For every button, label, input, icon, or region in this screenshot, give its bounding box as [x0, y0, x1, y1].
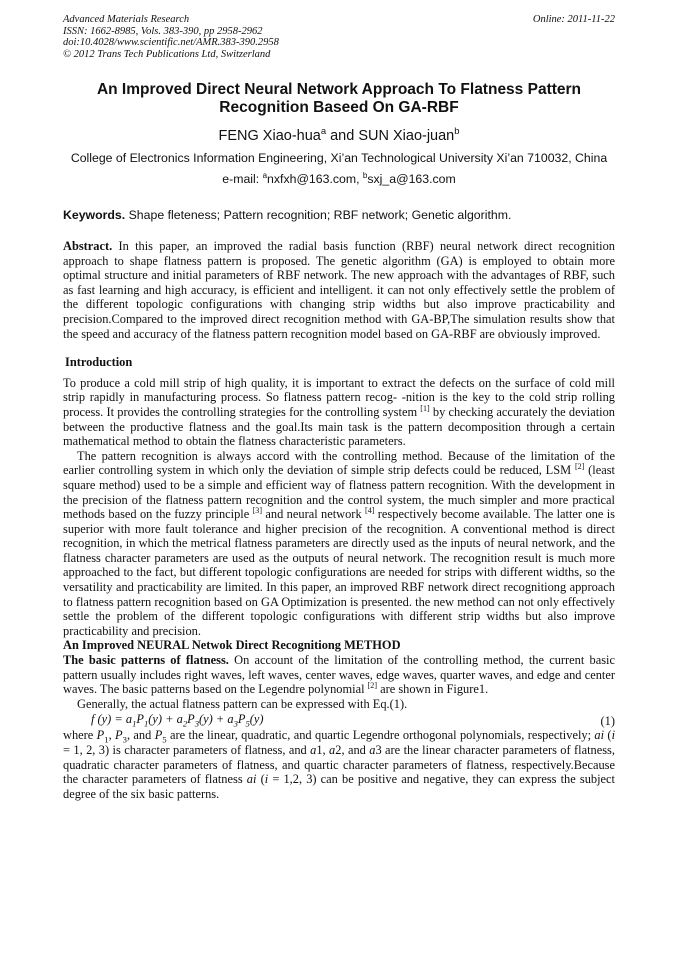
eq-a3: a — [227, 712, 234, 727]
m3-g: = 1,2, 3) can be positive and negative, they can express the subject degree of the six basic patterns. — [63, 772, 615, 801]
intro-p1-text-b: by checking accurately the deviation between the productive flatness and the goal.Its main task is the pattern decomposition through a certain mathematical method to obtain the flatness characteristic parameters. — [63, 404, 616, 449]
title-line-1: An Improved Direct Neural Network Approach To Flatness Pattern — [96, 81, 582, 98]
method-subheading: The basic patterns of flatness. — [63, 653, 229, 668]
method-p1-text-a: On account of the limitation of the controlling method, the current basic pattern usually includes right waves, left waves, center waves, edge waves, quarter waves, and edge and center waves. The basic patterns based on the Legendre polynomial — [63, 653, 615, 697]
email-b-mark: b — [362, 170, 368, 180]
method-paragraph-1 — [63, 653, 615, 697]
m3-a2: a — [329, 743, 336, 757]
intro-p2-text-d: respectively become available. The latter one is superior with more fault tolerance and higher precision of the recognition. A conventional method is direct recognition, in which the metrical flatness parameters are directly used as the inputs of neural network, and the flatness character parameters are used as the outputs of neural network. The recognition result is much more approached to the fact, but different topologic configurations are needed for strips with different widths, so the versatility and practicability are limited. In this paper, an improved RBF network direct recognitiong approach to flatness pattern recognition based on GA Optimization is presented. the new method can not only effectively settle the problem of the different topologic configurations with different strip widths but also improve practicability and precision. — [63, 507, 615, 638]
abstract-text: In this paper, an improved the radial basis function (RBF) neural network direct recognition approach to shape flatness pattern is proposed. The genetic algorithm (GA) is employed to obtain more optimal structure and initial parameters of RBF network. The new approach with the advantages of RBF, such as fast learning and high accuracy, is efficient and intelligent. it can not only effectively settle the problem of the different topologic configurations with changing strip widths but also improve practicability and precision.Compared to the improved direct recognition method with GA-BP,The simulation results show that the speed and accuracy of the flatness pattern recognition model based on GA-RBF are obviously improved. — [63, 239, 615, 341]
method-paragraph-3 — [63, 728, 615, 801]
eq-term-3: (y) — [249, 712, 264, 727]
intro-p2-text-c: and neural network — [262, 507, 366, 522]
eq-lhs: f (y) = — [91, 712, 126, 727]
m3-a3: a — [369, 743, 376, 757]
m3-ai2: ai — [246, 772, 257, 787]
intro-p1-text-a: To produce a cold mill strip of high quality, it is important to extract the defects on the surface of cold mill strip rapidly in manufacturing process. So flatness pattern recog- -nition is the key to the cold strip rolling process. It provides the controlling strategies for the controlling system — [63, 375, 615, 419]
m3-c2: , and — [126, 728, 155, 743]
eq-a1: a — [125, 712, 133, 727]
method-p1-text-b: are shown in Figure1. — [377, 682, 489, 697]
email-line — [63, 171, 615, 188]
eq-term-2: (y) + — [199, 712, 228, 727]
author-conjunction: and — [326, 128, 359, 144]
eq-P1-sub: 1 — [143, 718, 149, 729]
author-2-mark: b — [454, 125, 460, 137]
citation-ref-1[interactable]: [1] — [420, 403, 430, 413]
eq-P5-sub: 5 — [245, 718, 250, 729]
abstract-paragraph — [63, 239, 615, 341]
method-paragraph-2: Generally, the actual flatness pattern can be expressed with Eq.(1). — [77, 696, 408, 711]
eq-P3: P — [187, 712, 195, 727]
eq-P3-sub: 3 — [194, 718, 200, 729]
intro-paragraph-2 — [63, 449, 615, 639]
eq-a2-sub: 2 — [182, 718, 188, 729]
m3-a1: a — [310, 743, 317, 757]
email-b-link[interactable]: sxj_a@163.com — [367, 172, 456, 186]
m3-a2n: 2, and — [335, 743, 370, 757]
equation-1 — [63, 711, 615, 728]
journal-header — [63, 14, 615, 60]
m3-P1: P — [96, 728, 105, 743]
keywords-label: Keywords. — [63, 208, 126, 222]
title-line-2: Recognition Baseed On GA-RBF — [219, 99, 459, 116]
author-list — [63, 127, 615, 145]
m3-i2: i — [264, 772, 269, 787]
m3-f: ( — [256, 772, 265, 787]
eq-a2: a — [176, 712, 183, 727]
intro-paragraph-1 — [63, 376, 615, 449]
method-heading: An Improved NEURAL Netwok Direct Recognitiong METHOD — [63, 638, 401, 653]
m3-d: = 1, 2, 3) is character parameters of flatness, and — [63, 743, 311, 757]
keywords-block — [63, 207, 615, 223]
m3-b: are the linear, quadratic, and quartic Legendre orthogonal polynomials, respectively; — [166, 728, 595, 743]
introduction-heading: Introduction — [65, 355, 133, 370]
journal-name: Advanced Materials Research — [63, 14, 190, 25]
m3-a: where — [63, 728, 97, 743]
m3-e: 3 are the linear character parameters of flatness, quadratic character parameters of flatness, and quartic character parameters of flatness, respectively.Because the character parameters of flatness — [63, 743, 615, 787]
online-date: Online: 2011-11-22 — [532, 14, 615, 25]
copyright-line: © 2012 Trans Tech Publications Ltd, Switzerland — [63, 48, 271, 60]
m3-P1-sub: 1 — [104, 734, 109, 745]
keywords-text: Shape fleteness; Pattern recognition; RBF network; Genetic algorithm. — [125, 208, 512, 222]
citation-ref-2[interactable]: [2] — [574, 462, 585, 472]
m3-c1: , — [108, 728, 116, 743]
m3-P3: P — [115, 728, 123, 743]
m3-a1n: 1, — [316, 743, 330, 757]
eq-P1: P — [136, 712, 144, 727]
eq-a1-sub: 1 — [132, 718, 137, 729]
intro-p2-text-a: The pattern recognition is always accord with the controlling method. Because of the limitation of the earlier controlling system in which only the deviation of simple strip defects could be reduced, LSM — [63, 448, 615, 478]
equation-number: (1) — [600, 714, 615, 729]
m3-ai: ai — [594, 728, 605, 743]
author-1-mark: a — [320, 125, 327, 137]
m3-c: ( — [604, 728, 612, 743]
eq-term-1: (y) + — [148, 712, 177, 727]
issn-line: ISSN: 1662-8985, Vols. 383-390, pp 2958-2962 — [63, 25, 263, 37]
doi-line[interactable]: doi:10.4028/www.scientific.net/AMR.383-390.2958 — [63, 37, 279, 48]
intro-p2-text-b: (least square method) used to be a simple and efficient way of flatness pattern recognition. With the development in the precision of the flatness pattern recognition and the control system, the much simpler and more practical methods based on the fuzzy principle — [63, 463, 615, 522]
m3-i: i — [611, 728, 616, 743]
author-1: FENG Xiao-hua — [218, 128, 321, 144]
m3-P5-sub: 5 — [162, 734, 167, 745]
citation-ref-4[interactable]: [4] — [365, 505, 375, 515]
email-a-mark: a — [262, 170, 268, 180]
author-2: SUN Xiao-juan — [358, 128, 455, 144]
eq-a3-sub: 3 — [233, 718, 238, 729]
paper-title — [63, 81, 615, 117]
email-a-link[interactable]: nxfxh@163.com, — [267, 172, 363, 186]
citation-ref-3[interactable]: [3] — [252, 505, 263, 515]
email-prefix: e-mail: — [222, 172, 263, 186]
m3-P3-sub: 3 — [122, 734, 127, 745]
eq-P5: P — [237, 712, 246, 727]
m3-P5: P — [154, 728, 163, 743]
citation-ref-5[interactable]: [2] — [367, 681, 378, 691]
abstract-label: Abstract. — [63, 239, 113, 253]
affiliation: College of Electronics Information Engineering, Xi’an Technological University Xi’an 710032, China — [70, 151, 608, 165]
